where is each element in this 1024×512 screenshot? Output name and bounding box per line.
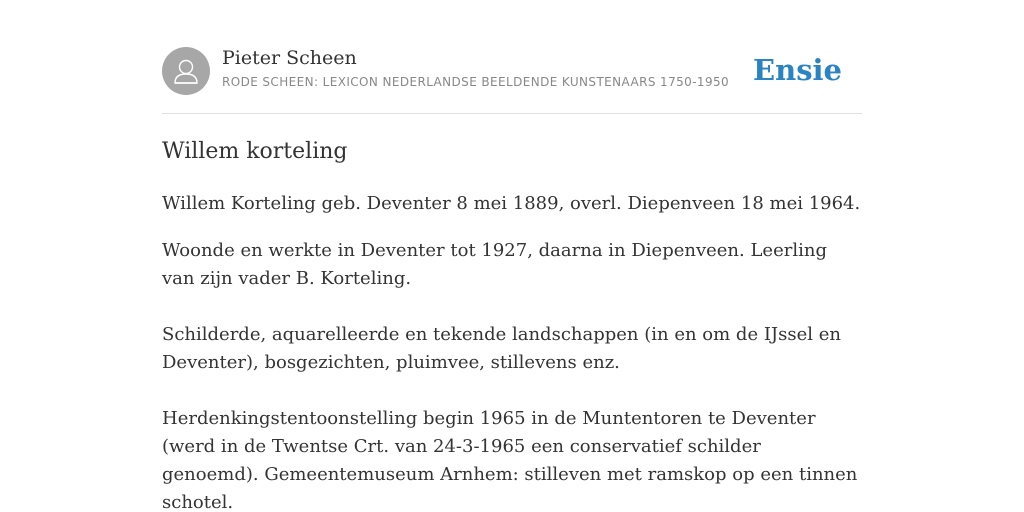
article-body bbox=[162, 190, 862, 512]
ensie-logo[interactable]: Ensie bbox=[753, 53, 842, 87]
article-paragraph: Schilderde, aquarelleerde en tekende landschappen (in en om de IJssel en Deventer), bosgezichten, pluimvee, stillevens enz. bbox=[162, 324, 841, 373]
source-name-link[interactable]: RODE SCHEEN: LEXICON NEDERLANDSE BEELDENDE KUNSTENAARS 1750-1950 bbox=[222, 75, 730, 89]
user-silhouette-icon bbox=[162, 47, 210, 95]
article-paragraph: Woonde en werkte in Deventer tot 1927, daarna in Diepenveen. Leerling van zijn vader B. Korteling. bbox=[162, 240, 827, 289]
article-title: Willem korteling bbox=[162, 139, 348, 164]
author-avatar[interactable] bbox=[162, 47, 210, 95]
author-header bbox=[162, 46, 862, 114]
author-name-link[interactable]: Pieter Scheen bbox=[222, 47, 357, 69]
article-paragraph: Willem Korteling geb. Deventer 8 mei 1889, overl. Diepenveen 18 mei 1964. bbox=[162, 193, 861, 214]
article-paragraph: Herdenkingstentoonstelling begin 1965 in de Muntentoren te Deventer (werd in de Twentse Crt. van 24-3-1965 een conservatief schilder genoemd). Gemeentemuseum Arnhem: stilleven met ramskop op een tinnen schotel. bbox=[162, 408, 858, 512]
